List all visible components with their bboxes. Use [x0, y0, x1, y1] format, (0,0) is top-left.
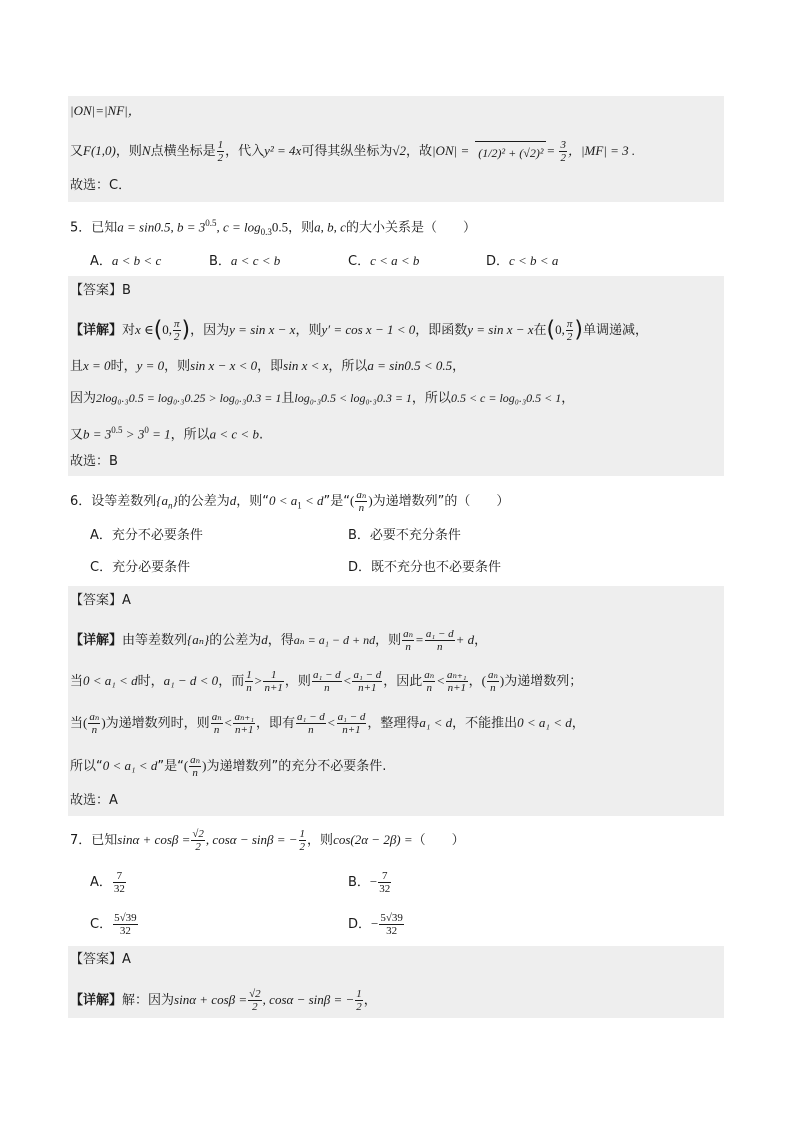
- choose-line: 故选：C．: [70, 178, 132, 193]
- option-c: C．充分必要条件: [90, 560, 191, 575]
- fraction: $\frac{\text{a₁ − d}}{n+1}$: [353, 669, 382, 694]
- text-line: |ON|=|NF|，: [70, 103, 141, 118]
- fraction: $\frac{\text{aₙ}}{n}$: [356, 489, 367, 514]
- fraction: $\frac{7}{32}$: [379, 870, 391, 895]
- fraction: $\frac{\pi}{2}$: [174, 318, 180, 343]
- option-d: D．− $\frac{5√39}{32}$: [348, 912, 403, 937]
- fraction: $\frac{\text{aₙ}}{n}$: [487, 669, 498, 694]
- fraction: $\frac{√2}{2}$: [192, 828, 204, 853]
- fraction: $\frac{5√39}{32}$: [380, 912, 403, 937]
- fraction: $\frac{\text{aₙ}}{n}$: [211, 711, 222, 736]
- fraction: $\frac{\text{aₙ₊₁}}{n+1}$: [234, 711, 255, 736]
- option-b: B．必要不充分条件: [348, 528, 461, 543]
- fraction: $\frac{\text{a₁ − d}}{n}$: [425, 628, 454, 653]
- option-a: A．a < b < c: [90, 253, 162, 269]
- detail-line: 【详解】对x ∈(0, $\frac{\pi}{2}$ )，因为y = sin x − x，则y′ = cos x − 1 < 0，即函数y = sin x − x在(0, $\frac{\pi}{2}$ )单调递减，: [70, 317, 649, 343]
- fraction: $\frac{5√39}{32}$: [114, 912, 137, 937]
- fraction: $\frac{7}{32}$: [113, 870, 125, 895]
- sqrt-expression: (1/2)² + (√2)²: [475, 141, 546, 162]
- detail-line: 【详解】由等差数列{aₙ}的公差为d，得aₙ = a₁ − d + nd，则 $\frac{\text{aₙ}}{n}$ = $\frac{\text{a₁ − d}}{n}$ + d，: [70, 628, 488, 653]
- choose-line: 故选：A: [70, 793, 118, 808]
- fraction: $\frac{\text{aₙ}}{n}$: [424, 669, 435, 694]
- option-b: B．a < c < b: [209, 253, 281, 269]
- fraction: $\frac{√2}{2}$: [249, 988, 261, 1013]
- detail-line: 且x = 0时，y = 0，则sin x − x < 0，即sin x < x，所以a = sin0.5 < 0.5，: [70, 358, 466, 374]
- text-line: 又F(1,0)，则N点横坐标是 $\frac{1}{2}$ ，代入y² = 4x可得其纵坐标为√2，故|ON| = (1/2)² + (√2)² = $\frac{3}{2}$ ，|MF| = 3 .: [70, 139, 636, 164]
- fraction: $\frac{1}{2}$: [356, 988, 362, 1013]
- question-6-stem: 6．设等差数列$\{a_n\}$的公差为d，则“$0 < a_1 < d$”是“( $\frac{\text{aₙ}}{n}$ )为递增数列”的（ ）: [70, 489, 510, 514]
- answer-label: 【答案】B: [70, 283, 131, 298]
- fraction: $\frac{\text{a₁ − d}}{n}$: [297, 711, 325, 736]
- question-7-stem: 7．已知sinα + cosβ = $\frac{√2}{2}$ , cosα − sinβ = − $\frac{1}{2}$ ，则cos(2α − 2β) =（ ）: [70, 828, 465, 853]
- answer-label: 【答案】A: [70, 952, 131, 967]
- fraction: $\frac{\text{aₙ}}{n}$: [89, 711, 100, 736]
- option-a: A．充分不必要条件: [90, 528, 203, 543]
- answer-block-q5: [68, 276, 724, 476]
- fraction: $\frac{\text{aₙ}}{n}$: [403, 628, 414, 653]
- detail-line: 当0 < a₁ < d时，a₁ − d < 0，而 $\frac{1}{n}$ > $\frac{1}{n+1}$ ，则 $\frac{\text{a₁ − d}}{n}$ < $\frac{\text{a₁ − d}}{n+1}$ ，因此 $\frac{\text{aₙ}}{n}$ < $\frac{\text{aₙ₊₁}}{n+1}$ ，( $\frac{\text{aₙ}}{n}$ )为递增数列；: [70, 669, 583, 694]
- detail-line: 所以“0 < a₁ < d”是“( $\frac{\text{aₙ}}{n}$ )为递增数列”的充分不必要条件.: [70, 754, 387, 779]
- option-a: A． $\frac{7}{32}$: [90, 870, 125, 895]
- fraction: $\frac{1}{n+1}$: [264, 669, 283, 694]
- fraction: $\frac{\text{a₁ − d}}{n+1}$: [337, 711, 366, 736]
- fraction: $\frac{\text{aₙ}}{n}$: [190, 754, 201, 779]
- fraction: $\frac{\pi}{2}$: [566, 318, 573, 343]
- detail-line: 又$b = 3^{0.5} > 3^0 = 1$，所以a < c < b.: [70, 425, 264, 443]
- fraction: $\frac{1}{2}$: [217, 139, 224, 164]
- answer-label: 【答案】A: [70, 593, 131, 608]
- fraction: $\frac{\text{aₙ₊₁}}{n+1}$: [446, 669, 467, 694]
- detail-line: 当( $\frac{\text{aₙ}}{n}$ )为递增数列时，则 $\frac{\text{aₙ}}{n}$ < $\frac{\text{aₙ₊₁}}{n+1}$ ，即有 $\frac{\text{a₁ − d}}{n}$ < $\frac{\text{a₁ − d}}{n+1}$ ，整理得a₁ < d，不能推出0 < a₁ < d，: [70, 711, 585, 736]
- option-d: D．c < b < a: [486, 253, 559, 269]
- option-b: B．− $\frac{7}{32}$: [348, 870, 391, 895]
- detail-line: 【详解】解：因为sinα + cosβ = $\frac{√2}{2}$ , cosα − sinβ = − $\frac{1}{2}$ ，: [70, 988, 377, 1013]
- fraction: $\frac{1}{n}$: [246, 669, 252, 694]
- question-5-stem: 5．已知a = sin0.5, $b = 3^{0.5}$, $c = \log_{0.3}0.5$，则a, b, c的大小关系是（ ）: [70, 218, 476, 237]
- option-d: D．既不充分也不必要条件: [348, 560, 502, 575]
- detail-line: 因为2log₀.₃0.5 = log₀.₃0.25 > log₀.₃0.3 = 1且log₀.₃0.5 < log₀.₃0.3 = 1，所以0.5 < c = log₀.₃0.5 < 1，: [70, 391, 575, 406]
- choose-line: 故选：B: [70, 454, 118, 469]
- fraction: $\frac{1}{2}$: [299, 828, 306, 853]
- fraction: $\frac{3}{2}$: [560, 139, 566, 164]
- option-c: C． $\frac{5√39}{32}$: [90, 912, 137, 937]
- fraction: $\frac{\text{a₁ − d}}{n}$: [312, 669, 341, 694]
- answer-block-q6: [68, 586, 724, 816]
- option-c: C．c < a < b: [348, 253, 420, 269]
